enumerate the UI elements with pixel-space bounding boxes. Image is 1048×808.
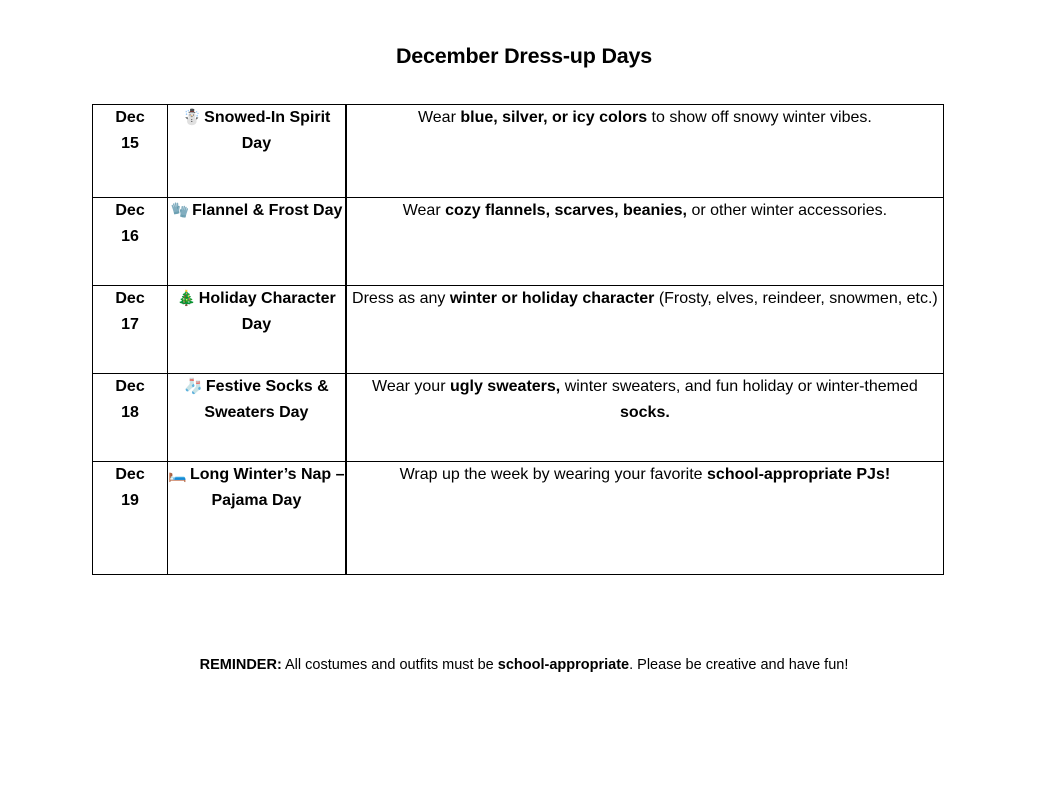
theme-label: Festive Socks & Sweaters Day xyxy=(204,378,329,421)
body-text: Wear xyxy=(402,202,446,219)
theme-cell xyxy=(168,198,346,286)
christmas-tree-icon: 🎄 xyxy=(177,289,196,307)
emphasis-text: school-appropriate xyxy=(497,657,630,673)
date-cell xyxy=(93,462,168,575)
table-body xyxy=(93,105,944,575)
description-rich xyxy=(403,202,887,219)
table-row xyxy=(93,198,944,286)
body-text: Wrap up the week by wearing your favorite xyxy=(399,466,708,483)
emphasis-text: blue, silver, or icy colors xyxy=(460,109,648,126)
emphasis-text: REMINDER: xyxy=(199,657,282,673)
theme-label: Snowed-In Spirit Day xyxy=(204,109,331,152)
theme-cell xyxy=(168,286,346,374)
emphasis-text: cozy flannels, scarves, beanies, xyxy=(445,202,687,219)
socks-icon: 🧦 xyxy=(184,377,203,395)
theme-label: Flannel & Frost Day xyxy=(192,202,343,219)
description-rich xyxy=(372,378,918,421)
table-row xyxy=(93,462,944,575)
description-cell xyxy=(346,105,944,198)
body-text: Wear xyxy=(417,109,461,126)
reminder-rich xyxy=(200,657,849,673)
emphasis-text: ugly sweaters, xyxy=(449,378,561,395)
body-text: Wear your xyxy=(372,378,450,395)
description-cell xyxy=(346,462,944,575)
date-day: 17 xyxy=(121,316,139,334)
date-day: 19 xyxy=(121,492,139,510)
table-row xyxy=(93,286,944,374)
body-text: All costumes and outfits must be xyxy=(281,657,498,673)
description-rich xyxy=(418,109,872,126)
date-cell xyxy=(93,374,168,462)
date-month: Dec xyxy=(115,202,145,219)
date-cell xyxy=(93,286,168,374)
description-cell xyxy=(346,198,944,286)
date-month: Dec xyxy=(115,109,145,126)
date-month: Dec xyxy=(115,378,145,395)
description-rich xyxy=(400,466,891,483)
date-month: Dec xyxy=(115,290,145,307)
theme-label: Long Winter’s Nap – Pajama Day xyxy=(190,466,345,509)
description-rich xyxy=(352,290,938,307)
description-cell xyxy=(346,286,944,374)
body-text: to show off snowy winter vibes. xyxy=(647,109,872,126)
emphasis-text: winter or holiday character xyxy=(449,290,655,307)
date-day: 16 xyxy=(121,228,139,246)
body-text: (Frosty, elves, reindeer, snowmen, etc.) xyxy=(654,290,938,307)
emphasis-text: school-appropriate PJs! xyxy=(707,466,891,483)
theme-label: Holiday Character Day xyxy=(198,290,336,333)
dress-up-days-table xyxy=(92,104,944,575)
bed-icon: 🛏️ xyxy=(168,465,187,483)
gloves-icon: 🧤 xyxy=(170,201,190,219)
table-row xyxy=(93,105,944,198)
theme-cell xyxy=(168,374,346,462)
body-text: Dress as any xyxy=(352,290,450,307)
body-text: or other winter accessories. xyxy=(687,202,888,219)
date-day: 15 xyxy=(121,135,139,153)
emphasis-text: socks. xyxy=(619,403,670,421)
page-title: December Dress-up Days xyxy=(395,44,653,68)
theme-cell xyxy=(168,462,346,575)
snowman-icon: ☃️ xyxy=(182,108,202,126)
date-month: Dec xyxy=(115,466,145,483)
body-text: . Please be creative and have fun! xyxy=(629,657,849,673)
reminder-note xyxy=(0,655,1048,675)
date-day: 18 xyxy=(121,404,139,422)
theme-cell xyxy=(168,105,346,198)
body-text: winter sweaters, and fun holiday or winter-themed xyxy=(560,378,918,395)
table-row xyxy=(93,374,944,462)
date-cell xyxy=(93,105,168,198)
date-cell xyxy=(93,198,168,286)
description-cell xyxy=(346,374,944,462)
